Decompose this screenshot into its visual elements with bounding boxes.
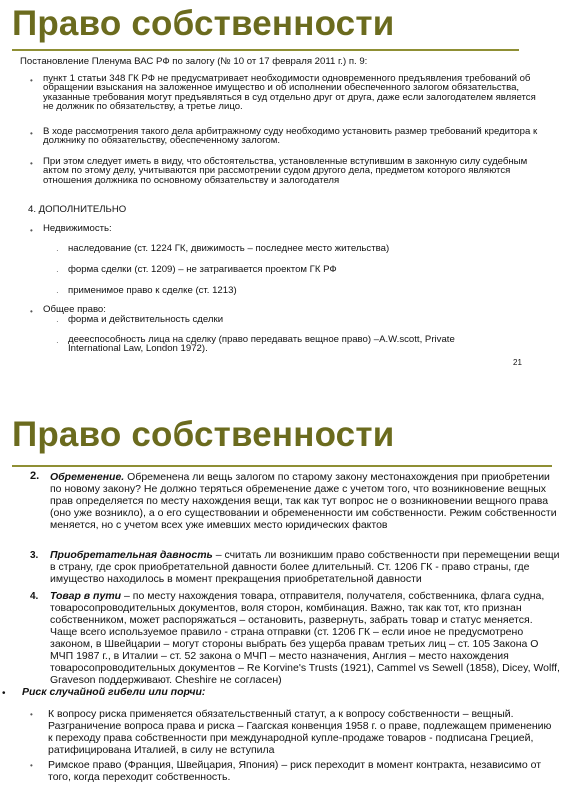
sub-bullet-text: форма сделки (ст. 1209) – не затрагивается проектом ГК РФ — [68, 264, 337, 275]
sub-bullet-text: форма и действительность сделки — [68, 314, 224, 325]
bullet-text: К вопросу риска применяется обязательственный статут, а к вопросу собственности – вещный. Разграничение вопроса права и риска – Гаагская конвенция 1958 г. о праве, подлежащем применению к переходу права собственности при международной купле-продаже товаров - подписана Грецией, ратифицирована Италией, в силу не вступила — [48, 708, 552, 756]
bullet-marker: • — [30, 76, 33, 85]
sub-bullet-text: наследование (ст. 1224 ГК, движимость – последнее место жительства) — [68, 243, 390, 254]
sub-bullet-marker: · — [56, 267, 59, 276]
page-number: 21 — [513, 358, 522, 367]
bullet-marker: • — [30, 226, 33, 235]
sub-bullet-marker: · — [56, 317, 59, 326]
item-text — [50, 590, 560, 686]
item-body: Обременена ли вещь залогом по старому закону местонахождения при приобретении по новому закону? Не должно теряться обременение даже с учетом того, что возникновение вещных прав определяется по месту нахождения вещи, так как тут вопрос не о возникновении вещного права (оно уже возникло), а о его существовании и обремененности им собственности. Режим собственности меняется, но с учетом всех уже имевших место юридических фактов — [50, 471, 557, 531]
item-number: 4. — [30, 591, 39, 602]
slide-1 — [0, 0, 585, 380]
bullet-text: пункт 1 статьи 348 ГК РФ не предусматривает необходимости одновременного предъявления требований об обращении взыскания на заложенное имущество и об исполнении обеспеченного залогом обязательства, указанные требования могут предъявляться в суд отдельно друг от друга, даже если залогодателем является не должник по обязательству, а третье лицо. — [43, 73, 536, 112]
immovables-label: Недвижимость: — [43, 223, 112, 234]
bullet-marker: • — [30, 307, 33, 316]
item-number: 2. — [30, 470, 40, 482]
bullet-text: При этом следует иметь в виду, что обстоятельства, установленные вступившим в законную силу судебным актом по этому делу, учитываются при рассмотрении судом другого дела, предметом которого являются отношения должника по основному обязательству и залогодателя — [43, 156, 528, 186]
bullet-marker: • — [30, 761, 33, 770]
sub-bullet-text: деееспособность лица на сделку (право передавать вещное право) –A.W.scott, Private International Law, London 1972). — [68, 334, 455, 355]
bullet-marker: • — [2, 688, 6, 699]
item-heading: Товар в пути — [50, 590, 122, 602]
sub-bullet-marker: · — [56, 338, 59, 347]
item-number: 3. — [30, 550, 39, 561]
slide-2 — [0, 405, 585, 792]
item-text — [50, 471, 560, 531]
sub-bullet-marker: · — [56, 288, 59, 297]
risk-heading: Риск случайной гибели или порчи: — [22, 686, 206, 698]
bullet-marker: • — [30, 129, 33, 138]
slide-title: Право собственности — [12, 4, 395, 43]
bullet-marker: • — [30, 159, 33, 168]
item-heading: Обременение. — [50, 471, 125, 483]
title-underline — [12, 49, 519, 51]
bullet-marker: • — [30, 710, 33, 719]
title-underline — [12, 465, 552, 467]
sub-bullet-text: применимое право к сделке (ст. 1213) — [68, 285, 237, 296]
item-text — [50, 549, 560, 585]
general-label: Общее право: — [43, 304, 106, 315]
item-body: – по месту нахождения товара, отправителя, получателя, собственника, флага судна, товаросопроводительных документов, воля сторон, комбинация. Важно, так как тот, кто признан собственником, может распоряжаться – остановить, развернуть, забрать товар и статус меняется. Чаще всего используемое правило - страна отправки (ст. 1206 ГК – если иное не предусмотрено законом, в Швейцарии – могут стороны выбрать без ущерба правам третьих лиц – ст. 105 Закона О МЧП 1987 г., в Италии – ст. 52 закона о МЧП – место назначения, Англия – место нахождения товаросопроводительных документов – Re Korvine's Trusts (1921), Cammel vs Sewell (1858), Dicey, Wolff, Graveson поддерживают. Cheshire не согласен) — [50, 590, 560, 686]
bullet-text: В ходе рассмотрения такого дела арбитражному суду необходимо установить размер требований кредитора к должнику по обязательству, обеспеченному залогом. — [43, 126, 538, 147]
item-heading: Приобретательная давность — [50, 549, 213, 561]
slide-title: Право собственности — [12, 415, 395, 454]
item-body: – считать ли возникшим право собственности при перемещении вещи в страну, где срок приобретательной давности более длительный. Ст. 1206 ГК - право страны, где имущество находилось в момент прекращения приобретательной давности — [50, 549, 560, 585]
section-heading: 4. ДОПОЛНИТЕЛЬНО — [28, 204, 127, 215]
sub-bullet-marker: · — [56, 246, 59, 255]
intro-text: Постановление Пленума ВАС РФ по залогу (№ 10 от 17 февраля 2011 г.) п. 9: — [20, 56, 368, 67]
bullet-text: Римское право (Франция, Швейцария, Япония) – риск переходит в момент контракта, независимо от того, когда переходит собственность. — [48, 759, 542, 783]
